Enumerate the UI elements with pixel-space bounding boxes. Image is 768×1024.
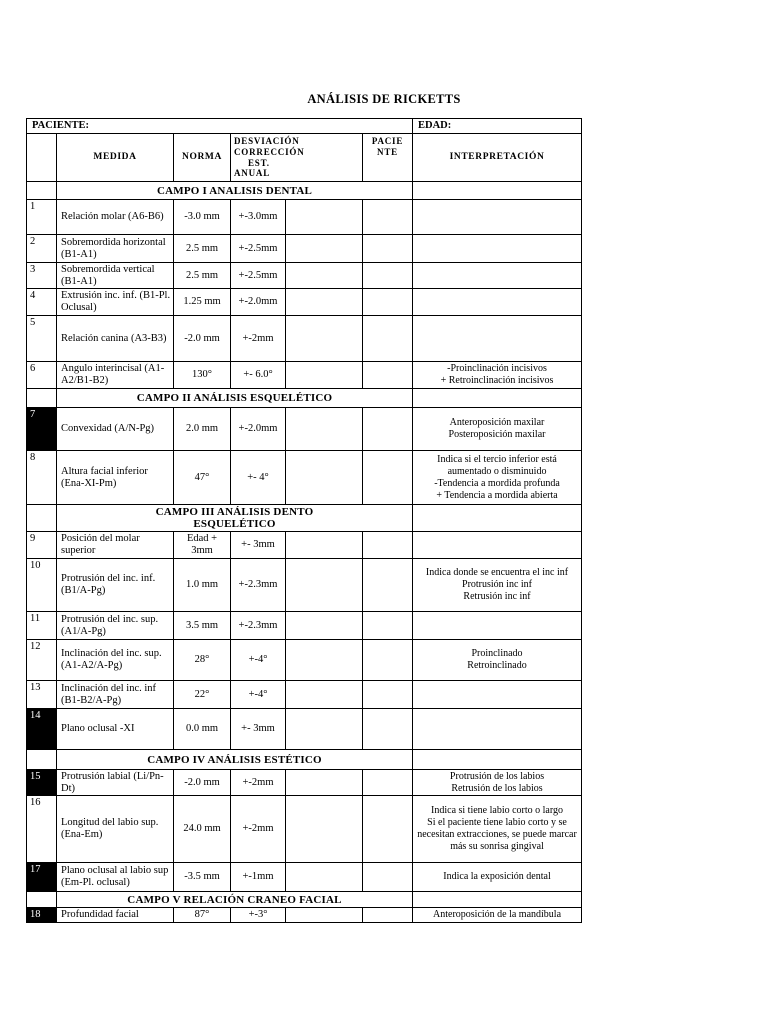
row-number: 7 xyxy=(27,408,57,451)
norma-cell: -2.0 mm xyxy=(174,316,231,362)
interpretacion-line: Retrusión de los labios xyxy=(451,782,543,794)
ricketts-analysis-table xyxy=(26,118,582,923)
patient-row xyxy=(27,119,582,134)
section-interp-cell xyxy=(413,182,582,200)
correccion-cell xyxy=(286,200,363,235)
correccion-cell xyxy=(286,796,363,863)
medida-cell: Sobremordida horizontal (B1-A1) xyxy=(57,235,174,263)
table-row xyxy=(27,612,582,640)
desviacion-cell: +- 6.0° xyxy=(231,362,286,389)
norma-cell: 22° xyxy=(174,681,231,709)
section-title: CAMPO I ANALISIS DENTAL xyxy=(57,182,413,200)
section-header-row xyxy=(27,505,582,532)
correccion-cell xyxy=(286,709,363,750)
interpretacion-cell xyxy=(413,612,582,640)
interpretacion-line: Anteroposición maxilar xyxy=(449,417,545,429)
interpretacion-cell xyxy=(413,362,582,389)
interpretacion-line: + Retroinclinación incisivos xyxy=(440,375,554,387)
table-row xyxy=(27,863,582,892)
desviacion-cell: +-2mm xyxy=(231,316,286,362)
norma-cell: -3.0 mm xyxy=(174,200,231,235)
row-number: 8 xyxy=(27,451,57,505)
paciente-value-cell xyxy=(363,235,413,263)
medida-cell: Altura facial inferior (Ena-XI-Pm) xyxy=(57,451,174,505)
medida-cell: Profundidad facial xyxy=(57,908,174,923)
medida-cell: Relación molar (A6-B6) xyxy=(57,200,174,235)
row-number: 6 xyxy=(27,362,57,389)
interpretacion-line: -Proinclinación incisivos xyxy=(447,363,547,375)
correccion-cell xyxy=(286,451,363,505)
table-row xyxy=(27,263,582,289)
interpretacion-line: Anteroposición de la mandíbula xyxy=(433,909,562,921)
paciente-label: PACIENTE: xyxy=(27,119,413,134)
interpretacion-line: Retroinclinado xyxy=(467,660,527,672)
norma-cell: Edad + 3mm xyxy=(174,532,231,559)
interpretacion-line: Indica si tiene labio corto o largo xyxy=(431,805,564,817)
row-number: 10 xyxy=(27,559,57,612)
interpretacion-cell xyxy=(413,235,582,263)
table-row xyxy=(27,559,582,612)
interpretacion-line: Protrusión inc inf xyxy=(462,579,533,591)
medida-cell: Longitud del labio sup. (Ena-Em) xyxy=(57,796,174,863)
table-row xyxy=(27,362,582,389)
header-desv-line4: ANUAL xyxy=(234,168,271,179)
interpretacion-cell xyxy=(413,316,582,362)
interpretacion-line: Indica la exposición dental xyxy=(443,871,551,883)
paciente-value-cell xyxy=(363,681,413,709)
table-row xyxy=(27,908,582,923)
section-header-row xyxy=(27,750,582,770)
norma-cell: 1.25 mm xyxy=(174,289,231,316)
row-number: 4 xyxy=(27,289,57,316)
norma-cell: 3.5 mm xyxy=(174,612,231,640)
header-desviacion xyxy=(231,134,363,182)
header-interpretacion: INTERPRETACIÓN xyxy=(413,134,582,182)
medida-cell: Convexidad (A/N-Pg) xyxy=(57,408,174,451)
table-row xyxy=(27,408,582,451)
row-number: 15 xyxy=(27,770,57,796)
correccion-cell xyxy=(286,263,363,289)
medida-cell: Plano oclusal -XI xyxy=(57,709,174,750)
desviacion-cell: +-2.3mm xyxy=(231,612,286,640)
interpretacion-line: -Tendencia a mordida profunda xyxy=(434,477,560,489)
interpretacion-cell xyxy=(413,559,582,612)
interpretacion-cell xyxy=(413,863,582,892)
desviacion-cell: +-3.0mm xyxy=(231,200,286,235)
section-left-cell xyxy=(27,505,57,532)
correccion-cell xyxy=(286,362,363,389)
paciente-value-cell xyxy=(363,908,413,923)
section-title: CAMPO II ANÁLISIS ESQUELÉTICO xyxy=(57,389,413,408)
correccion-cell xyxy=(286,559,363,612)
table-row xyxy=(27,796,582,863)
medida-cell: Sobremordida vertical (B1-A1) xyxy=(57,263,174,289)
header-desv-line2: CORRECCIÓN xyxy=(234,146,305,157)
row-number: 14 xyxy=(27,709,57,750)
row-number: 17 xyxy=(27,863,57,892)
row-number: 9 xyxy=(27,532,57,559)
table-row xyxy=(27,770,582,796)
row-number: 13 xyxy=(27,681,57,709)
norma-cell: 130° xyxy=(174,362,231,389)
correccion-cell xyxy=(286,316,363,362)
row-number: 5 xyxy=(27,316,57,362)
norma-cell: 2.5 mm xyxy=(174,235,231,263)
section-left-cell xyxy=(27,892,57,908)
table-row xyxy=(27,640,582,681)
interpretacion-line: Si el paciente tiene labio corto y se necesitan extracciones, se puede marcar más su sonrisa gingival xyxy=(417,817,577,853)
medida-cell: Inclinación del inc. sup. (A1-A2/A-Pg) xyxy=(57,640,174,681)
correccion-cell xyxy=(286,770,363,796)
section-left-cell xyxy=(27,182,57,200)
row-number: 18 xyxy=(27,908,57,923)
norma-cell: 2.5 mm xyxy=(174,263,231,289)
paciente-value-cell xyxy=(363,289,413,316)
paciente-value-cell xyxy=(363,316,413,362)
section-header-row xyxy=(27,389,582,408)
interpretacion-cell xyxy=(413,451,582,505)
desviacion-cell: +-4° xyxy=(231,681,286,709)
desviacion-cell: +-2.5mm xyxy=(231,235,286,263)
medida-cell: Posición del molar superior xyxy=(57,532,174,559)
medida-cell: Relación canina (A3-B3) xyxy=(57,316,174,362)
section-interp-cell xyxy=(413,505,582,532)
paciente-value-cell xyxy=(363,451,413,505)
row-number: 3 xyxy=(27,263,57,289)
interpretacion-cell xyxy=(413,908,582,923)
paciente-value-cell xyxy=(363,640,413,681)
interpretacion-line: Proinclinado xyxy=(471,648,523,660)
medida-cell: Plano oclusal al labio sup (Em-Pl. oclusal) xyxy=(57,863,174,892)
row-number: 2 xyxy=(27,235,57,263)
correccion-cell xyxy=(286,408,363,451)
norma-cell: 24.0 mm xyxy=(174,796,231,863)
paciente-value-cell xyxy=(363,200,413,235)
interpretacion-cell xyxy=(413,200,582,235)
table-row xyxy=(27,451,582,505)
interpretacion-line: Protrusión de los labios xyxy=(449,770,545,782)
table-row xyxy=(27,709,582,750)
norma-cell: 47° xyxy=(174,451,231,505)
header-desv-line1: DESVIACIÓN xyxy=(234,136,300,146)
paciente-value-cell xyxy=(363,612,413,640)
row-number: 12 xyxy=(27,640,57,681)
correccion-cell xyxy=(286,532,363,559)
interpretacion-cell xyxy=(413,796,582,863)
interpretacion-line: + Tendencia a mordida abierta xyxy=(436,489,558,501)
header-paciente-line2: NTE xyxy=(377,146,398,157)
table-row xyxy=(27,681,582,709)
paciente-value-cell xyxy=(363,263,413,289)
row-number: 11 xyxy=(27,612,57,640)
desviacion-cell: +- 3mm xyxy=(231,709,286,750)
section-title: CAMPO V RELACIÓN CRANEO FACIAL xyxy=(57,892,413,908)
interpretacion-cell xyxy=(413,263,582,289)
interpretacion-cell xyxy=(413,532,582,559)
paciente-value-cell xyxy=(363,796,413,863)
medida-cell: Angulo interincisal (A1-A2/B1-B2) xyxy=(57,362,174,389)
row-number: 1 xyxy=(27,200,57,235)
interpretacion-line: Indica si el tercio inferior está aumentado o disminuido xyxy=(437,453,557,477)
norma-cell: -3.5 mm xyxy=(174,863,231,892)
correccion-cell xyxy=(286,908,363,923)
column-header-row xyxy=(27,134,582,182)
correccion-cell xyxy=(286,681,363,709)
medida-cell: Protrusión del inc. sup. (A1/A-Pg) xyxy=(57,612,174,640)
section-interp-cell xyxy=(413,389,582,408)
medida-cell: Extrusión inc. inf. (B1-Pl. Oclusal) xyxy=(57,289,174,316)
desviacion-cell: +-2.5mm xyxy=(231,263,286,289)
paciente-value-cell xyxy=(363,408,413,451)
section-title: CAMPO IV ANÁLISIS ESTÉTICO xyxy=(57,750,413,770)
section-header-row xyxy=(27,182,582,200)
section-left-cell xyxy=(27,389,57,408)
edad-label: EDAD: xyxy=(413,119,582,134)
table-row xyxy=(27,235,582,263)
interpretacion-cell xyxy=(413,640,582,681)
header-num-cell xyxy=(27,134,57,182)
header-paciente xyxy=(363,134,413,182)
paciente-value-cell xyxy=(363,362,413,389)
interpretacion-cell xyxy=(413,289,582,316)
correccion-cell xyxy=(286,235,363,263)
medida-cell: Protrusión labial (Li/Pn-Dt) xyxy=(57,770,174,796)
paciente-value-cell xyxy=(363,770,413,796)
norma-cell: 0.0 mm xyxy=(174,709,231,750)
desviacion-cell: +-4° xyxy=(231,640,286,681)
header-medida: MEDIDA xyxy=(57,134,174,182)
interpretacion-line: Posteroposición maxilar xyxy=(448,429,546,441)
interpretacion-cell xyxy=(413,709,582,750)
desviacion-cell: +- 3mm xyxy=(231,532,286,559)
section-title: CAMPO III ANÁLISIS DENTO ESQUELÉTICO xyxy=(57,505,413,532)
table-row xyxy=(27,316,582,362)
row-number: 16 xyxy=(27,796,57,863)
correccion-cell xyxy=(286,863,363,892)
desviacion-cell: +-2mm xyxy=(231,770,286,796)
desviacion-cell: +-2.0mm xyxy=(231,289,286,316)
desviacion-cell: +- 4° xyxy=(231,451,286,505)
paciente-value-cell xyxy=(363,863,413,892)
section-header-row xyxy=(27,892,582,908)
correccion-cell xyxy=(286,289,363,316)
interpretacion-cell xyxy=(413,770,582,796)
paciente-value-cell xyxy=(363,532,413,559)
paciente-value-cell xyxy=(363,559,413,612)
correccion-cell xyxy=(286,612,363,640)
table-row xyxy=(27,200,582,235)
document-title: ANÁLISIS DE RICKETTS xyxy=(307,92,461,106)
desviacion-cell: +-2.3mm xyxy=(231,559,286,612)
interpretacion-line: Retrusión inc inf xyxy=(463,591,531,603)
table-row xyxy=(27,289,582,316)
norma-cell: 1.0 mm xyxy=(174,559,231,612)
medida-cell: Inclinación del inc. inf (B1-B2/A-Pg) xyxy=(57,681,174,709)
section-left-cell xyxy=(27,750,57,770)
norma-cell: 28° xyxy=(174,640,231,681)
paciente-value-cell xyxy=(363,709,413,750)
norma-cell: 2.0 mm xyxy=(174,408,231,451)
table-row xyxy=(27,532,582,559)
interpretacion-line: Indica donde se encuentra el inc inf xyxy=(425,567,569,579)
correccion-cell xyxy=(286,640,363,681)
interpretacion-cell xyxy=(413,408,582,451)
norma-cell: -2.0 mm xyxy=(174,770,231,796)
interpretacion-cell xyxy=(413,681,582,709)
desviacion-cell: +-1mm xyxy=(231,863,286,892)
medida-cell: Protrusión del inc. inf. (B1/A-Pg) xyxy=(57,559,174,612)
header-desv-line3: EST. xyxy=(248,157,270,168)
desviacion-cell: +-2.0mm xyxy=(231,408,286,451)
section-interp-cell xyxy=(413,892,582,908)
section-interp-cell xyxy=(413,750,582,770)
desviacion-cell: +-2mm xyxy=(231,796,286,863)
header-paciente-line1: PACIE xyxy=(371,136,404,146)
desviacion-cell: +-3° xyxy=(231,908,286,923)
header-norma: NORMA xyxy=(174,134,231,182)
norma-cell: 87° xyxy=(174,908,231,923)
